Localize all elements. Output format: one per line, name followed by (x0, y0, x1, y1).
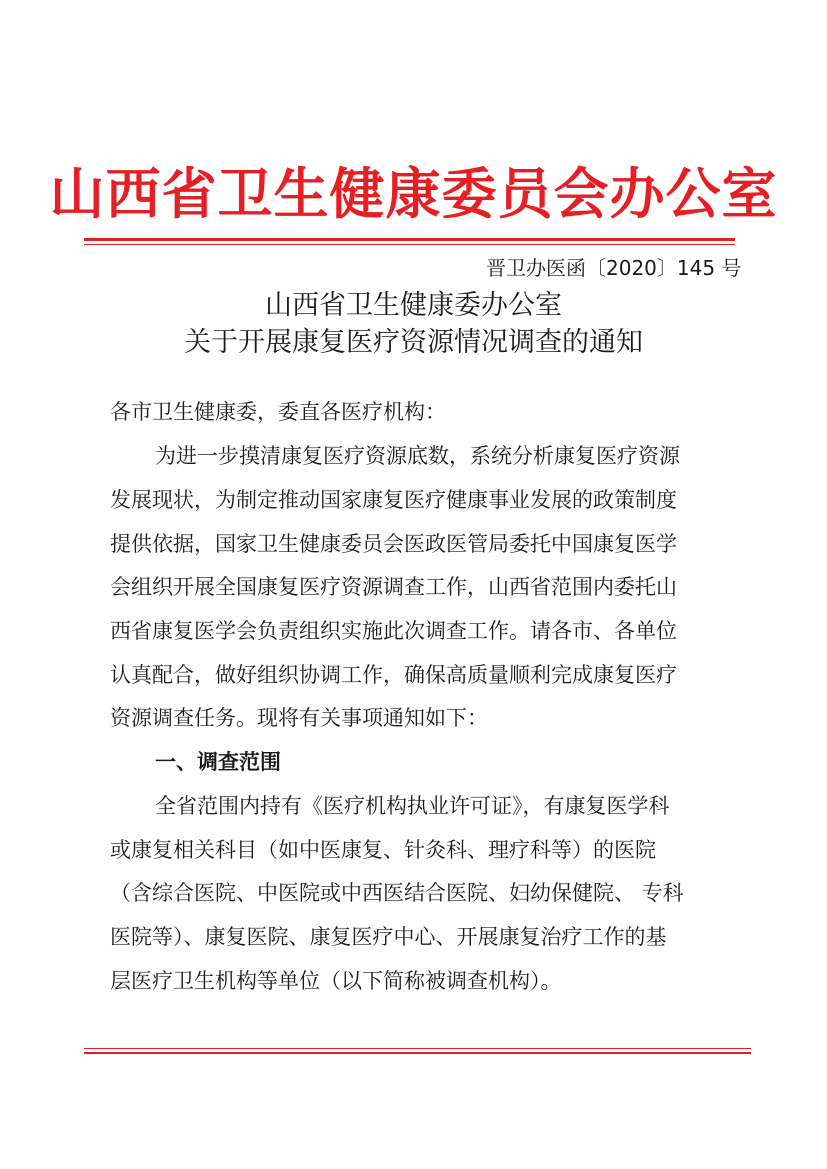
letterhead-rule-thin (84, 244, 735, 245)
addressee: 各市卫生健康委，委直各医疗机构： (110, 400, 446, 424)
paragraph-line: 西省康复医学会负责组织实施此次调查工作。请各市、各单位 (110, 619, 677, 643)
paragraph-line: 为进一步摸清康复医疗资源底数，系统分析康复医疗资源 (155, 444, 680, 468)
section-line: 全省范围内持有《医疗机构执业许可证》，有康复医学科 (155, 794, 670, 818)
paragraph-line: 认真配合，做好组织协调工作，确保高质量顺利完成康复医疗 (110, 663, 677, 687)
section-line: 医院等）、康复医院、康复医疗中心、开展康复治疗工作的基 (110, 925, 667, 949)
section-line: 或康复相关科目（如中医康复、针灸科、理疗科等）的医院 (110, 838, 656, 862)
paragraph-line: 会组织开展全国康复医疗资源调查工作，山西省范围内委托山 (110, 575, 677, 599)
paragraph-line: 资源调查任务。现将有关事项通知如下： (110, 706, 488, 730)
document-title-line2: 关于开展康复医疗资源情况调查的通知 (184, 327, 643, 358)
paragraph-line: 发展现状，为制定推动国家康复医疗健康事业发展的政策制度 (110, 488, 677, 512)
letterhead-title: 山西省卫生健康委员会办公室 (49, 162, 778, 226)
footer-rule-bottom (84, 1052, 751, 1054)
document-number: 晋卫办医函〔2020〕145 号 (486, 256, 742, 280)
paragraph-line: 提供依据，国家卫生健康委员会医政医管局委托中国康复医学 (110, 532, 677, 556)
section-line: （含综合医院、中医院或中西医结合医院、妇幼保健院、 专科 (110, 881, 684, 905)
letterhead-rule-thick (84, 238, 735, 241)
document-title-line1: 山西省卫生健康委办公室 (265, 290, 562, 321)
section-line: 层医疗卫生机构等单位（以下简称被调查机构）。 (110, 969, 562, 993)
footer-rule-top (84, 1048, 751, 1049)
section-heading: 一、调查范围 (155, 750, 281, 774)
